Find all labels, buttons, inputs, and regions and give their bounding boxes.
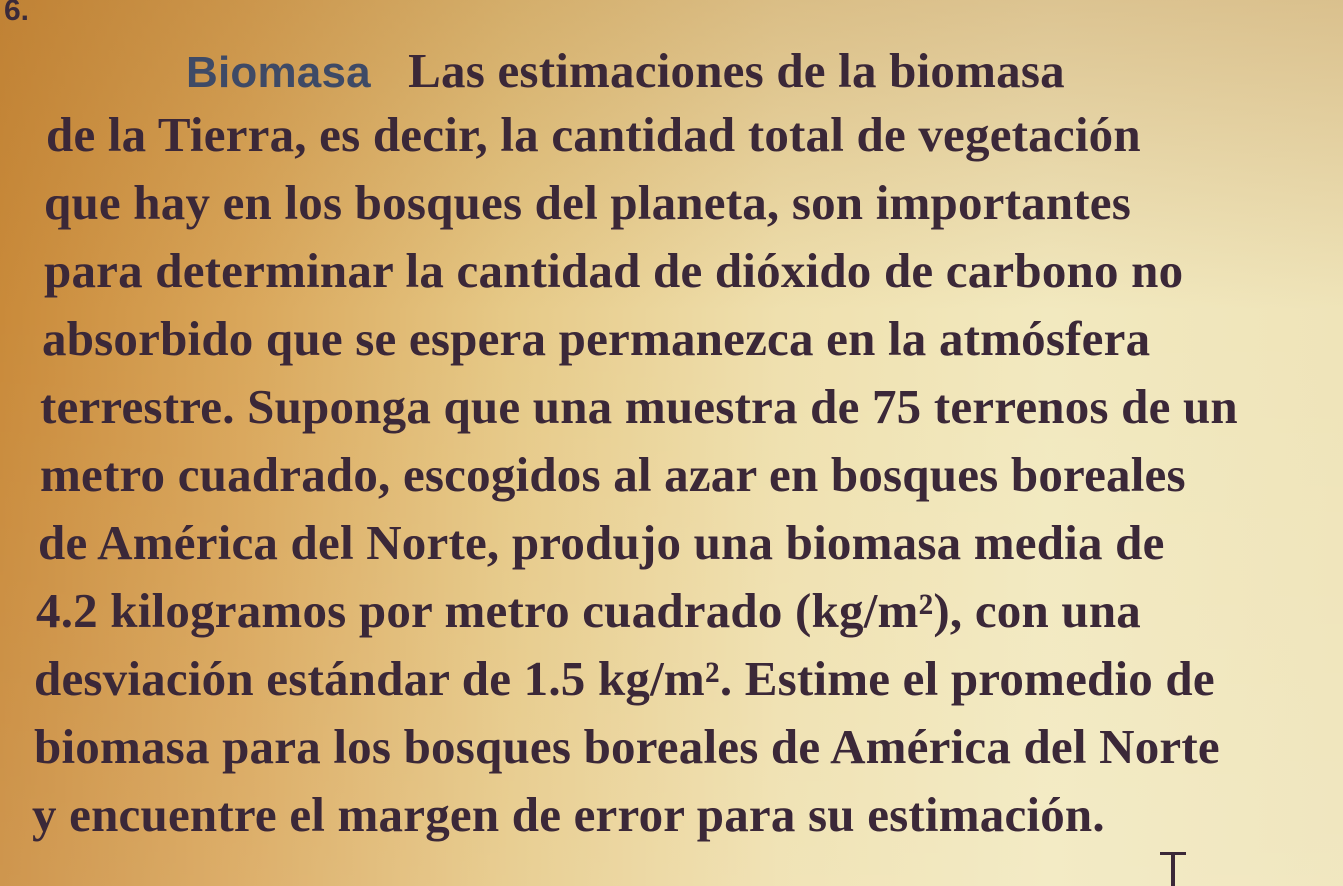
problem-line-3: que hay en los bosques del planeta, son importantes: [44, 175, 1132, 230]
problem-line-8: de América del Norte, produjo una biomasa media de: [38, 515, 1165, 570]
text-cursor-icon: [1160, 852, 1186, 886]
problem-number: 6.: [4, 0, 30, 27]
problem-line-9: 4.2 kilogramos por metro cuadrado (kg/m²), con una: [36, 583, 1141, 638]
problem-line-12: y encuentre el margen de error para su estimación.: [32, 787, 1105, 842]
problem-line-5: absorbido que se espera permanezca en la atmósfera: [42, 311, 1151, 366]
problem-line-7: metro cuadrado, escogidos al azar en bosques boreales: [40, 447, 1186, 502]
problem-line-1: [186, 43, 1065, 98]
problem-line-2: de la Tierra, es decir, la cantidad total de vegetación: [46, 107, 1141, 162]
problem-lead-term: Biomasa: [186, 48, 371, 97]
problem-line-10: desviación estándar de 1.5 kg/m². Estime el promedio de: [34, 651, 1215, 706]
problem-text-1: Las estimaciones de la biomasa: [408, 43, 1065, 98]
problem-line-11: biomasa para los bosques boreales de América del Norte: [34, 719, 1220, 774]
problem-line-4: para determinar la cantidad de dióxido de carbono no: [44, 243, 1184, 298]
problem-line-6: terrestre. Suponga que una muestra de 75 terrenos de un: [40, 379, 1238, 434]
